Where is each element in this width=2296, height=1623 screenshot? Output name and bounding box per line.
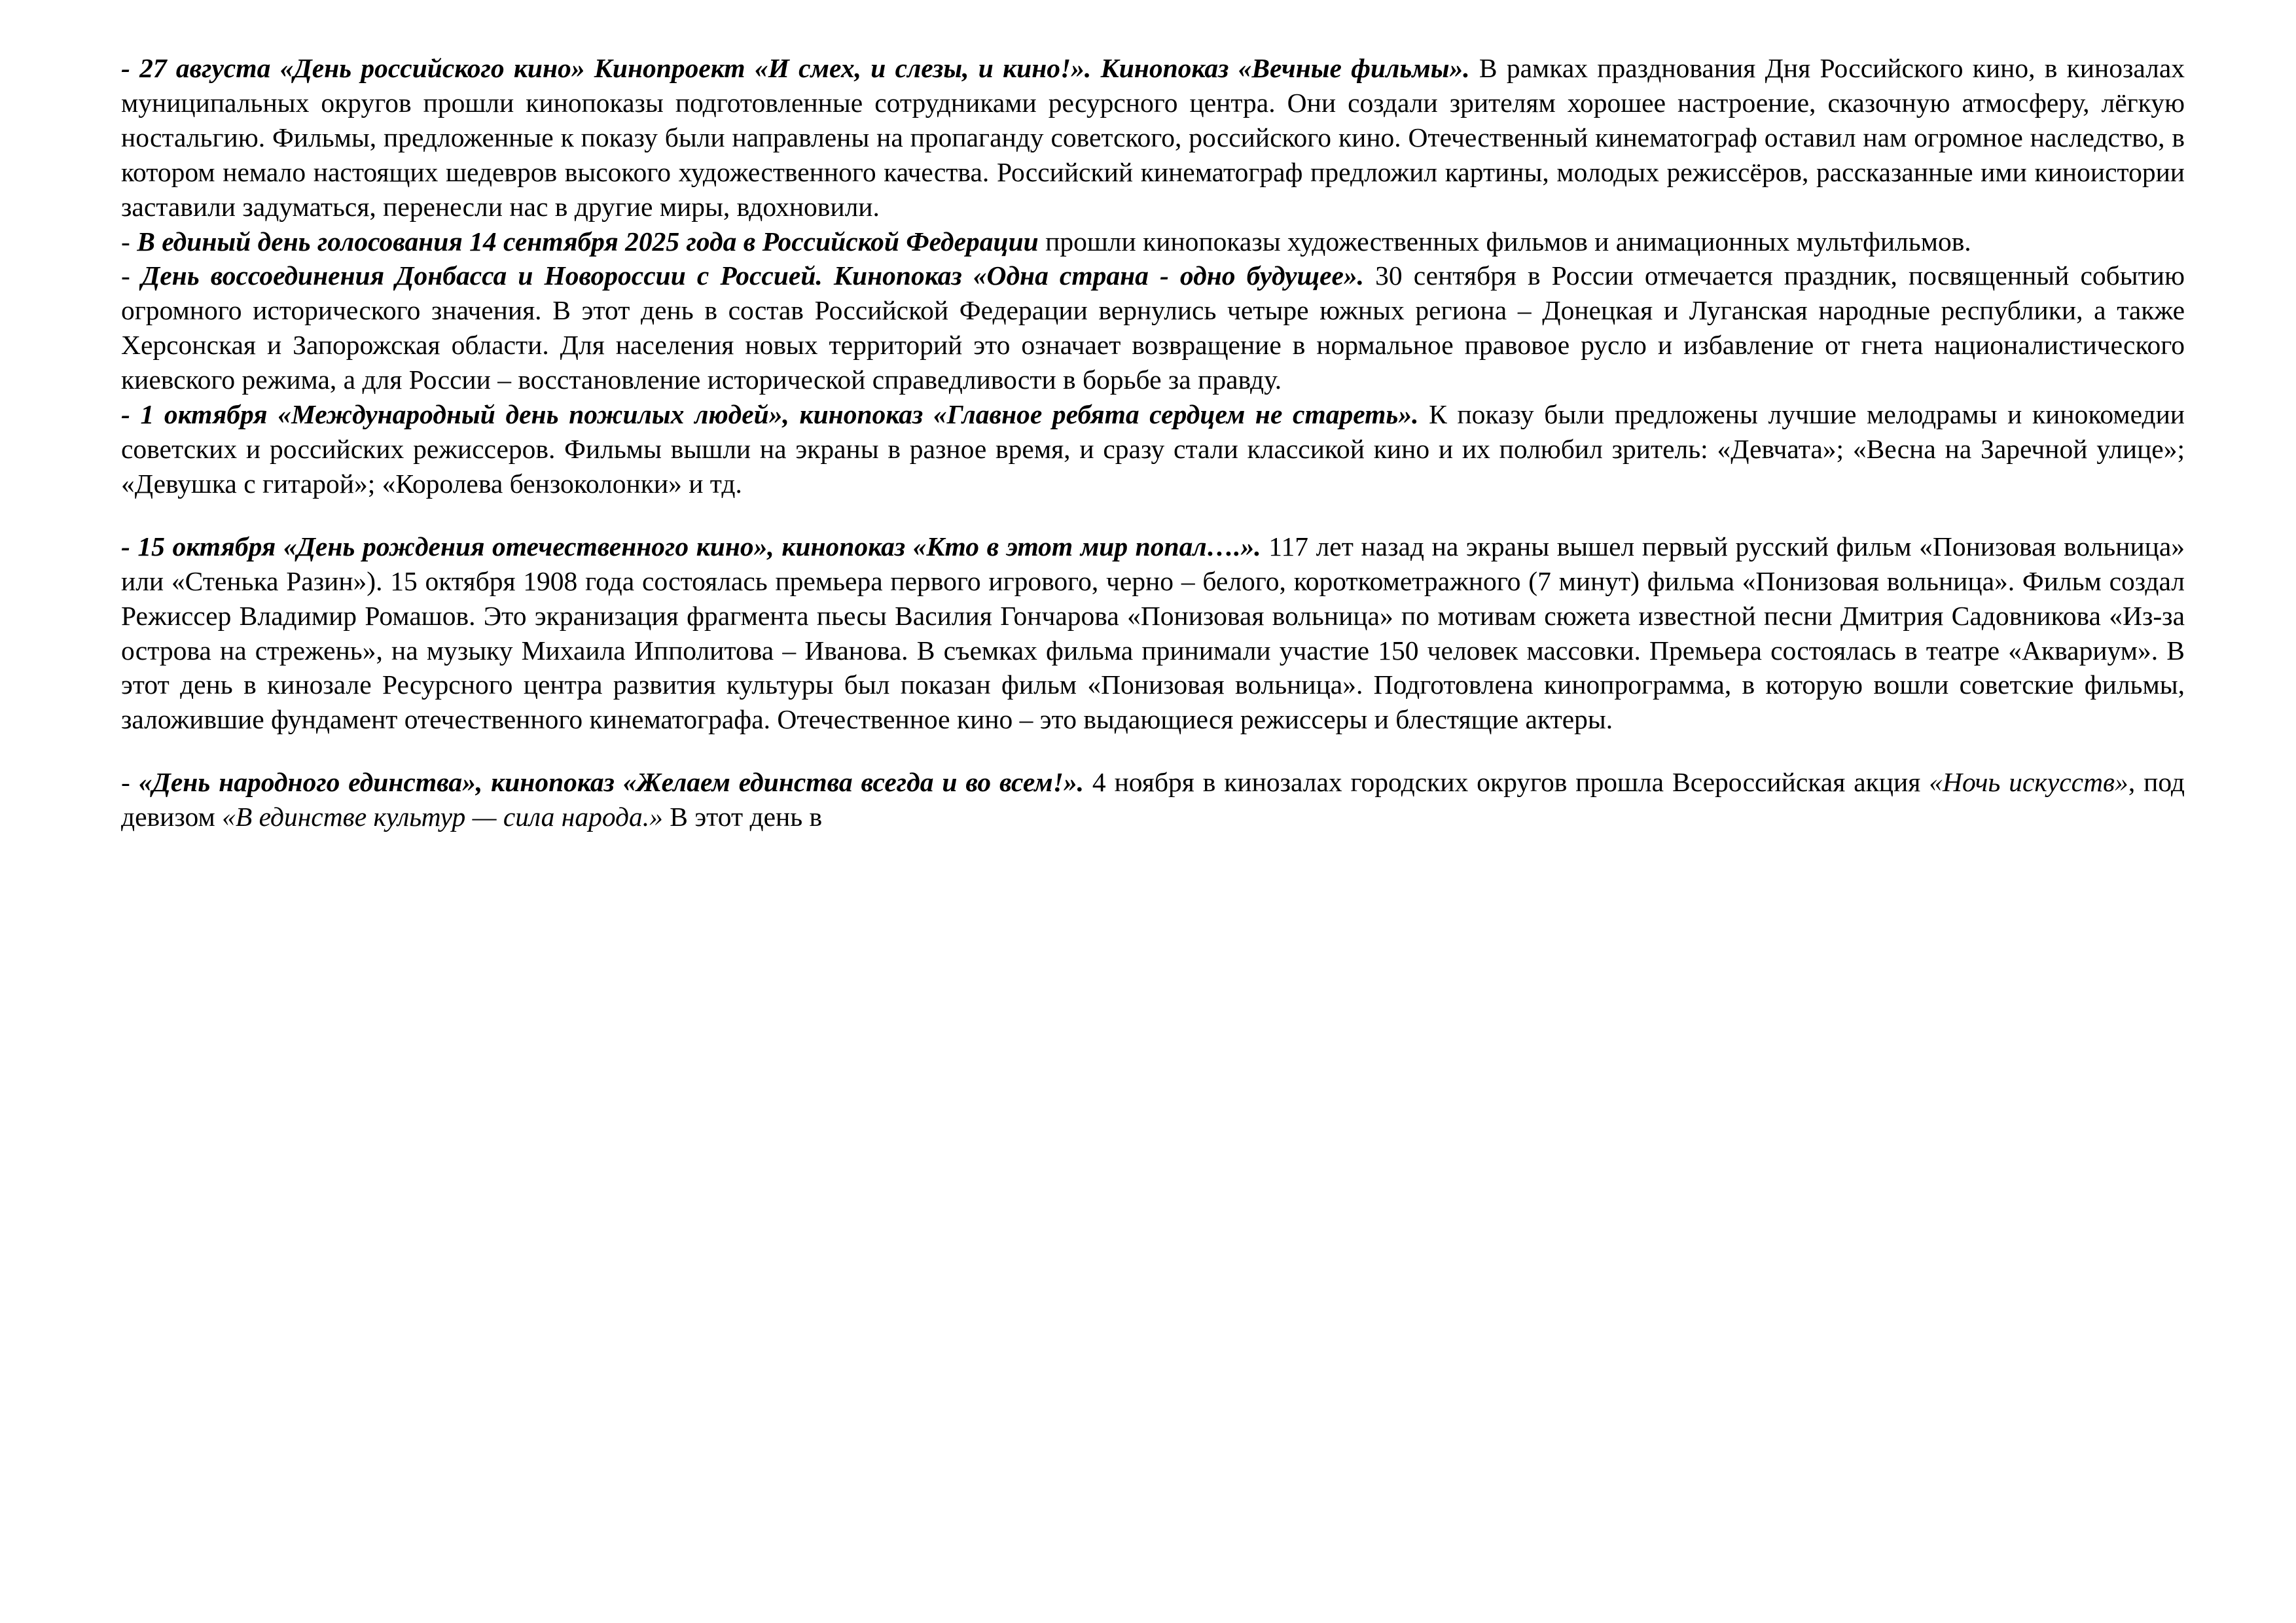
paragraph-2-run-1: - (121, 226, 137, 257)
paragraph-1 (121, 51, 2185, 224)
paragraph-5 (121, 529, 2185, 737)
paragraph-6-run-2: «День народного единства», кинопоказ «Желаем единства всегда и во всем!». (138, 767, 1084, 798)
document-body (121, 51, 2185, 834)
paragraph-6-run-4: «Ночь искусств» (1929, 767, 2128, 798)
paragraph-6-run-7: В этот день в (662, 802, 823, 832)
paragraph-3-run-1: - (121, 260, 141, 291)
paragraph-4-run-2: К показу были предложены лучшие мелодрамы и кинокомедии советских и российских режиссеров. Фильмы вышли на экраны в разное время, и сразу стали классикой кино и их полюбил зритель: «Девчата»; «Весна на Заречной улице»; «Девушка с гитарой»; «Королева бензоколонки» и тд. (121, 399, 2185, 499)
paragraph-3-run-2: День воссоединения Донбасса и Новороссии с Россией. Кинопоказ «Одна страна - одно будущее». (141, 260, 1365, 291)
paragraph-1-run-1: - 27 августа «День российского кино» Кинопроект «И смех, и слезы, и кино!». Кинопоказ «Вечные фильмы». (121, 53, 1470, 83)
paragraph-4 (121, 397, 2185, 501)
paragraph-3-run-3: 30 сентября в России отмечается праздник, посвященный событию огромного исторического значения. В этот день в состав Российской Федерации вернулись четыре южных региона – Донецкая и Луганская народные республики, а также Херсонская и Запорожская области. Для населения новых территорий это означает возвращение в нормальное правовое русло и избавление от гнета националистического киевского режима, а для России – восстановление исторической справедливости в борьбе за правду. (121, 260, 2185, 395)
paragraph-4-run-1: - 1 октября «Международный день пожилых людей», кинопоказ «Главное ребята сердцем не стареть». (121, 399, 1419, 430)
paragraph-6 (121, 765, 2185, 834)
paragraph-5-run-1: - 15 октября «День рождения отечественного кино», кинопоказ «Кто в этот мир попал….». (121, 531, 1261, 562)
paragraph-2-run-2: В единый день голосования 14 сентября 2025 года в Российской Федерации (137, 226, 1039, 257)
paragraph-2 (121, 224, 2185, 259)
paragraph-6-run-3: 4 ноября в кинозалах городских округов прошла Всероссийская акция (1084, 767, 1929, 798)
paragraph-3 (121, 259, 2185, 397)
paragraph-6-run-1: - (121, 767, 139, 798)
paragraph-2-run-3: прошли кинопоказы художественных фильмов и анимационных мультфильмов. (1038, 226, 1971, 257)
paragraph-1-run-2: В рамках празднования Дня Российского кино, в кинозалах муниципальных округов прошли кинопоказы подготовленные сотрудниками ресурсного центра. Они создали зрителям хорошее настроение, сказочную атмосферу, лёгкую ностальгию. Фильмы, предложенные к показу были направлены на пропаганду советского, российского кино. Отечественный кинематограф оставил нам огромное наследство, в котором немало настоящих шедевров высокого художественного качества. Российский кинематограф предложил картины, молодых режиссёров, рассказанные ими киноистории заставили задуматься, перенесли нас в другие миры, вдохновили. (121, 53, 2185, 222)
paragraph-5-run-2: 117 лет назад на экраны вышел первый русский фильм «Понизовая вольница» или «Стенька Разин»). 15 октября 1908 года состоялась премьера первого игрового, черно – белого, короткометражного (7 минут) фильма «Понизовая вольница». Фильм создал Режиссер Владимир Ромашов. Это экранизация фрагмента пьесы Василия Гончарова «Понизовая вольница» по мотивам сюжета известной песни Дмитрия Садовникова «Из-за острова на стрежень», на музыку Михаила Ипполитова – Иванова. В съемках фильма принимали участие 150 человек массовки. Премьера состоялась в театре «Аквариум». В этот день в кинозале Ресурсного центра развития культуры был показан фильм «Понизовая вольница». Подготовлена кинопрограмма, в которую вошли советские фильмы, заложившие фундамент отечественного кинематографа. Отечественное кино – это выдающиеся режиссеры и блестящие актеры. (121, 531, 2185, 735)
paragraph-6-run-5: , под девизом (121, 767, 2185, 832)
paragraph-6-run-6: «В единстве культур — сила народа.» (222, 802, 663, 832)
